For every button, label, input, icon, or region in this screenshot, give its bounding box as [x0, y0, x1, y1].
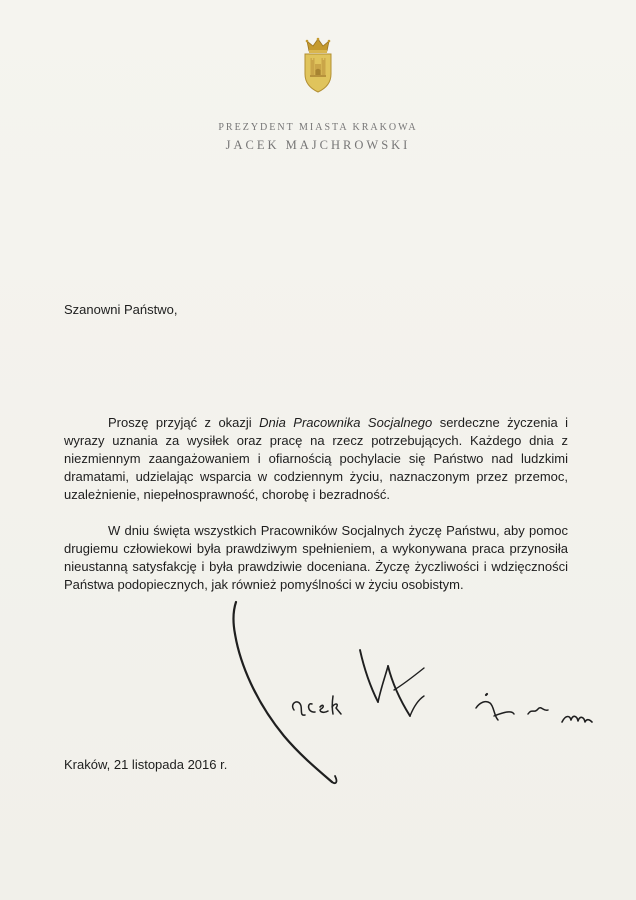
place-and-date: Kraków, 21 listopada 2016 r.	[64, 757, 228, 772]
paragraph-1-end: serdeczne życzenia i wyrazy uznania za wysiłek oraz pracę na rzecz potrzebujących. Każdego dnia z niezmiennym zaangażowaniem i ofiarnością pochylacie się Państwo nad ludzkimi dramatami, udzielając wsparcia w codziennym życiu, naznaczonym przez przemoc, uzależnienie, niepełnosprawność, chorobę i bezradność.	[64, 415, 569, 502]
salutation: Szanowni Państwo,	[64, 302, 178, 317]
paragraph-1	[64, 414, 568, 504]
krakow-coat-of-arms-icon	[298, 36, 338, 94]
letterhead-name: JACEK MAJCHROWSKI	[225, 138, 411, 152]
letterhead-office: PREZYDENT MIASTA KRAKOWA	[218, 122, 418, 133]
letter-body	[64, 414, 568, 594]
paragraph-2: W dniu święta wszystkich Pracowników Socjalnych życzę Państwu, aby pomoc drugiemu człowiekowi była prawdziwym spełnieniem, a wykonywana praca przynosiła nieustanną satysfakcję i była prawdziwie doceniana. Życzę życzliwości i wdzięczności Państwa podopiecznych, jak również pomyślności w życiu osobistym.	[64, 523, 568, 592]
occasion-name: Dnia Pracownika Socjalnego	[259, 415, 433, 430]
handwritten-signature-icon	[228, 598, 608, 788]
paragraph-1-start: Proszę przyjąć z okazji	[108, 415, 260, 430]
letterhead	[0, 122, 636, 153]
